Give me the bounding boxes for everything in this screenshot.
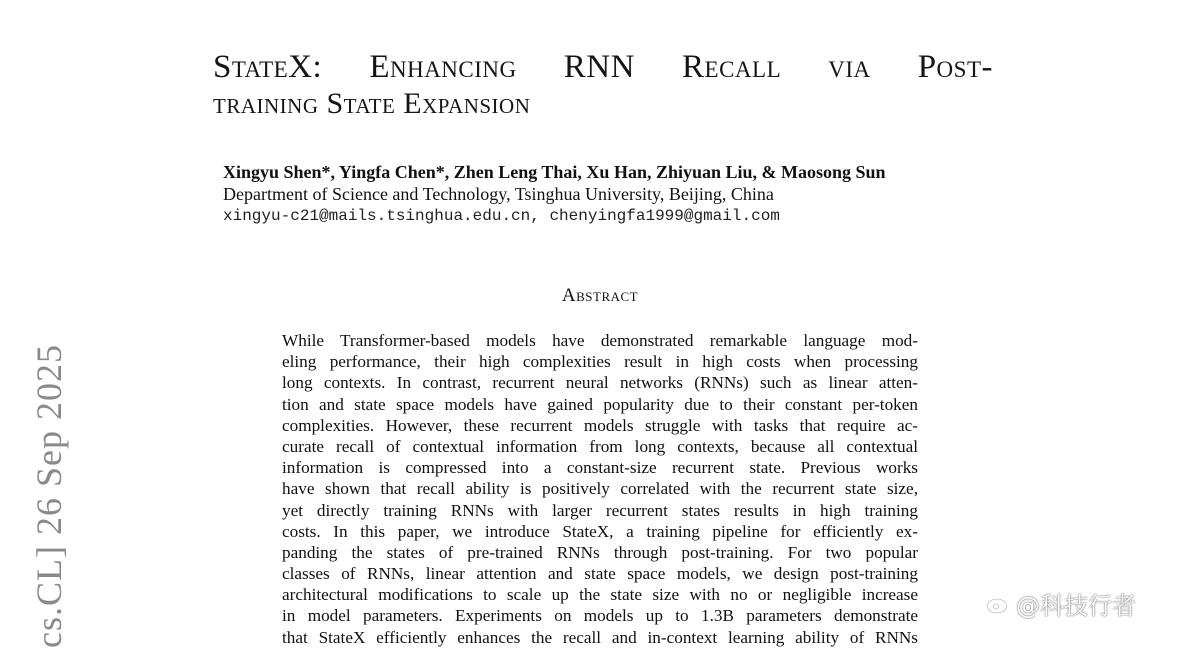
arxiv-stamp: cs.CL] 26 Sep 2025 (29, 344, 69, 648)
abstract-line: have shown that recall ability is positively correlated with the recurrent state size, (282, 479, 918, 499)
abstract-line: tion and state space models have gained popularity due to their constant per-token (282, 394, 918, 414)
author-emails: xingyu-c21@mails.tsinghua.edu.cn, chenyingfa1999@gmail.com (223, 207, 780, 225)
abstract-line: architectural modifications to scale up the state size with no or negligible increase (282, 585, 918, 605)
abstract-line: eling performance, their high complexities result in high costs when processing (282, 352, 918, 372)
weibo-logo-icon (986, 593, 1012, 615)
title-line-2: training State Expansion (213, 87, 531, 120)
abstract-line: information is compressed into a constant-size recurrent state. Previous works (282, 458, 918, 478)
affiliation: Department of Science and Technology, Tsinghua University, Beijing, China (223, 184, 774, 204)
abstract-body (282, 330, 918, 648)
source-watermark (986, 586, 1136, 621)
abstract-line: While Transformer-based models have demonstrated remarkable language mod- (282, 331, 918, 350)
title-line-1: StateX: Enhancing RNN Recall via Post- (213, 49, 993, 85)
abstract-line: long contexts. In contrast, recurrent neural networks (RNNs) such as linear atten- (282, 373, 918, 393)
abstract-line: costs. In this paper, we introduce StateX, a training pipeline for efficiently ex- (282, 521, 918, 541)
watermark-text: @科技行者 (1016, 592, 1136, 620)
paper-title (213, 48, 993, 121)
abstract-line: curate recall of contextual information from long contexts, because all contextual (282, 436, 918, 456)
abstract-line: complexities. However, these recurrent models struggle with tasks that require ac- (282, 415, 918, 435)
author-list: Xingyu Shen*, Yingfa Chen*, Zhen Leng Thai, Xu Han, Zhiyuan Liu, & Maosong Sun (223, 162, 886, 182)
abstract-line: panding the states of pre-trained RNNs through post-training. For two popular (282, 542, 918, 562)
abstract-line: that StateX efficiently enhances the recall and in-context learning ability of RNNs (282, 627, 918, 647)
abstract-line: yet directly training RNNs with larger recurrent states results in high training (282, 500, 918, 520)
abstract-line: in model parameters. Experiments on models up to 1.3B parameters demonstrate (282, 606, 918, 626)
abstract-line: classes of RNNs, linear attention and state space models, we design post-training (282, 564, 918, 584)
abstract-heading: Abstract (561, 285, 639, 306)
